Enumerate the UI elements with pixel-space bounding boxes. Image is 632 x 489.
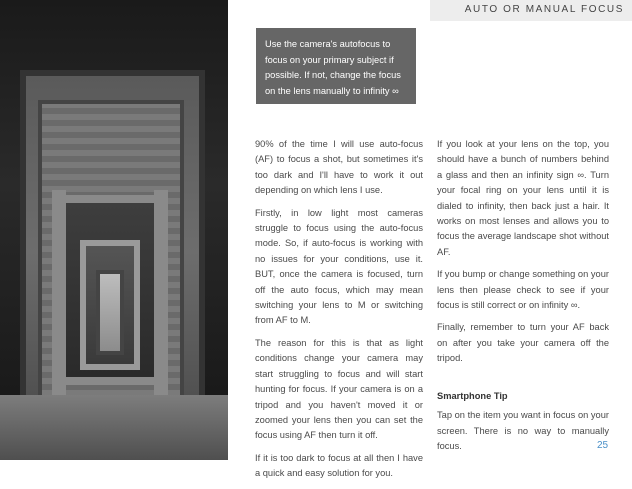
paragraph: If it is too dark to focus at all then I have a quick and easy solution for you.: [255, 452, 423, 479]
temple-doorway-photo: [0, 0, 228, 460]
distant-doorway: [96, 270, 124, 355]
section-title: AUTO OR MANUAL FOCUS: [464, 4, 624, 15]
callout-box: Use the camera's autofocus to focus on your primary subject if possible. If not, change the focus on the lens manually to infinity ∞: [256, 28, 416, 104]
paragraph: The reason for this is that as light conditions change your camera may start struggling to focus and will start hunting for focus. If your camera is on a tripod and you haven't moved it or zoomed your lens then you can set the focus using AF then turn it off.: [255, 337, 423, 441]
left-text-column: [255, 137, 423, 489]
right-text-column: [437, 137, 609, 461]
paragraph: If you look at your lens on the top, you should have a bunch of numbers behind a glass and then an infinity sign ∞. Turn your focal ring on your lens until it is dialed to infinity, then back just a hair. It works on most lenses and allows you to focus the average landscape shot without AF.: [437, 139, 609, 257]
page-number: 25: [597, 440, 609, 451]
tip-text: Tap on the item you want in focus on your screen. There is no way to manually focus.: [437, 410, 609, 451]
section-header: [430, 0, 632, 21]
paragraph: Finally, remember to turn your AF back on after you take your camera off the tripod.: [437, 322, 609, 364]
paragraph: 90% of the time I will use auto-focus (AF) to focus a shot, but sometimes it's too dark and I'll have to work it out depending on which lens I use.: [255, 139, 423, 196]
tip-heading: Smartphone Tip: [437, 390, 508, 401]
stone-floor: [0, 395, 228, 460]
paragraph: If you bump or change something on your lens then please check to see if your focus is still correct or on infinity ∞.: [437, 269, 609, 311]
paragraph: Firstly, in low light most cameras struggle to focus using the auto-focus mode. So, if auto-focus is working with no issues for your conditions, use it. BUT, once the camera is focused, turn off the auto focus, which may mean switching your lens to M or switching from AF to M.: [255, 207, 423, 326]
